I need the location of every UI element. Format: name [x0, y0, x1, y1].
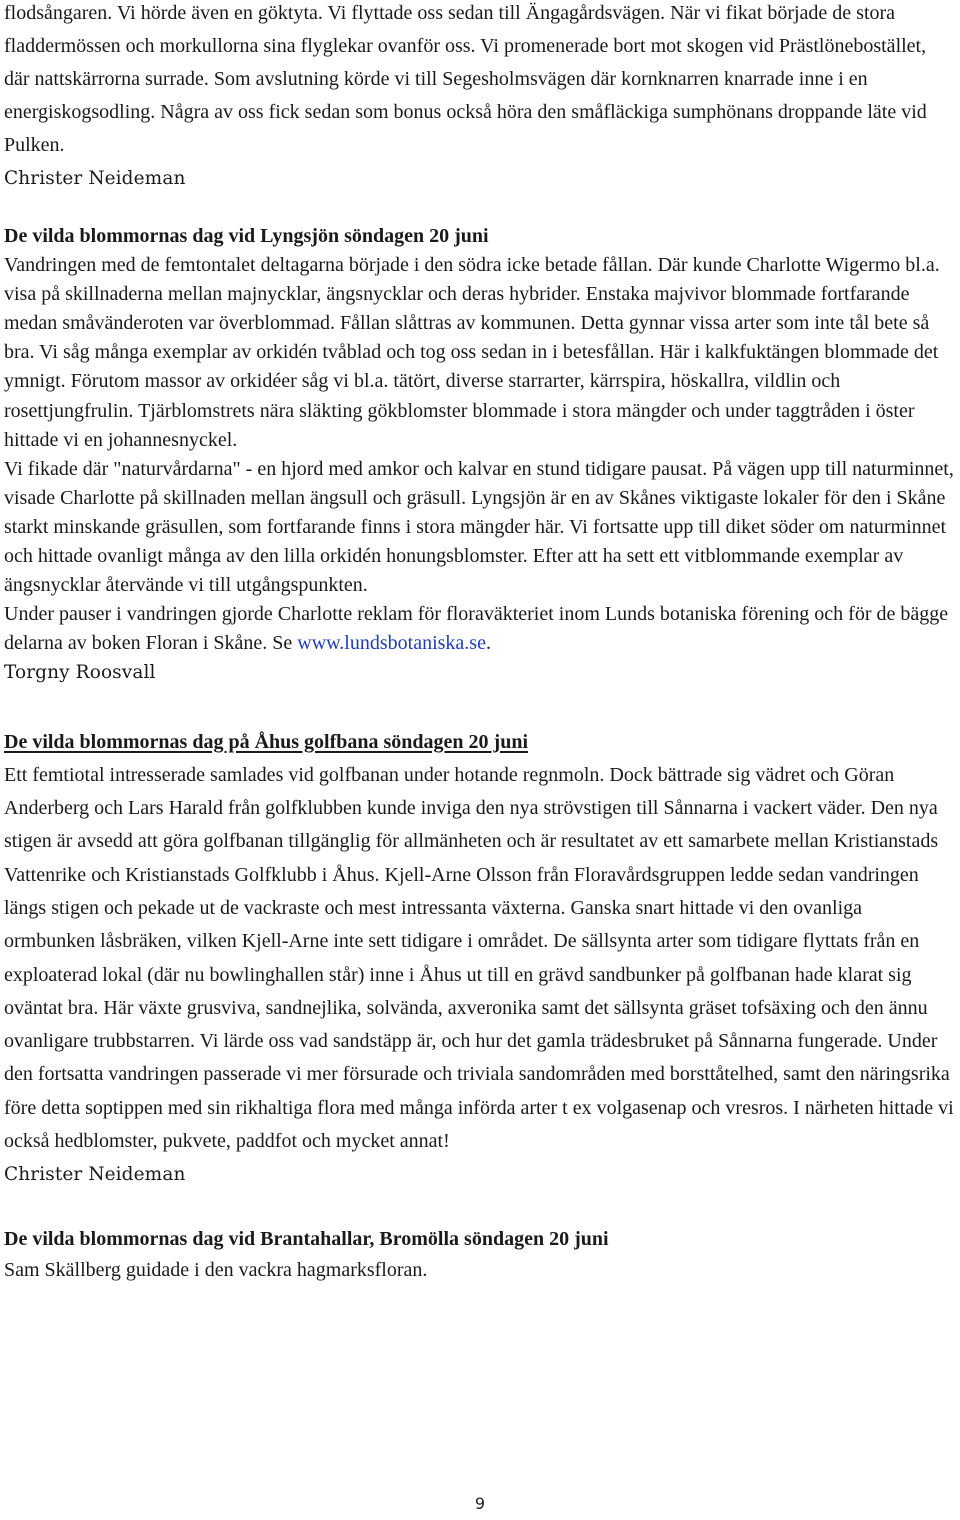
page-number: 9	[474, 1494, 486, 1513]
brantahallar-heading: De vilda blommornas dag vid Brantahallar, Bromölla söndagen 20 juni	[4, 1227, 609, 1250]
document-page	[4, 0, 956, 1286]
ahus-section	[4, 726, 956, 1192]
ahus-heading: De vilda blommornas dag på Åhus golfbana söndagen 20 juni	[4, 730, 529, 753]
lyngsjon-heading: De vilda blommornas dag vid Lyngsjön söndagen 20 juni	[4, 225, 489, 247]
lyngsjon-paragraph-1: Vandringen med de femtontalet deltagarna började i den södra icke betade fållan. Där kunde Charlotte Wigermo bl.a. visa på skillnaderna mellan majnycklar, ängsnycklar och deras hybrider. Enstaka majvivor blommade fortfarande medan småvänderoten var överblommad. Fållan slåttras av kommunen. Detta gynnar vissa arter som inte tål bete så bra. Vi såg många exemplar av orkidén tvåblad och tog oss sedan in i betesfållan. Här i kalkfuktängen blommade det ymnigt. Förutom massor av orkidéer såg vi bl.a. tätört, diverse starrarter, kärrspira, höskallra, vildlin och rosettjungfrulin. Tjärblomstrets nära släkting gökblomster blommade i stora mängder och under taggtråden i öster hittade vi en johannesnyckel.	[4, 254, 940, 451]
lyngsjon-paragraph-3-text: Under pauser i vandringen gjorde Charlotte reklam för floraväkteriet inom Lunds botaniska förening och för de bägge delarna av boken Floran i Skåne. Se	[4, 603, 949, 655]
brantahallar-section	[4, 1224, 956, 1286]
ahus-paragraph: Ett femtiotal intresserade samlades vid golfbanan under hotande regnmoln. Dock bättrade sig vädret och Göran Anderberg och Lars Harald från golfklubben kunde inviga den nya strövstigen till Sånnarna i vackert väder. Den nya stigen är avsedd att göra golfbanan tillgänglig för allmänheten och är resultatet av ett samarbete mellan Kristianstads Vattenrike och Kristianstads Golfklubb i Åhus. Kjell-Arne Olsson från Floravårdsgruppen ledde sedan vandringen längs stigen och pekade ut de vackraste och mest intressanta växterna. Ganska snart hittade vi den ovanliga ormbunken låsbräken, vilken Kjell-Arne inte sett tidigare i området. De sällsynta arter som tidigare flyttats från en exploaterad lokal (där nu bowlinghallen står) inne i Åhus ut till en grävd sandbunker på golfbanan hade klarat sig oväntat bra. Här växte grusviva, sandnejlika, solvända, axveronika samt det sällsynta gräset tofsäxing och den ännu ovanligare trubbstarren. Vi lärde oss vad sandstäpp är, och hur det gamla trädesbruket på Sånnarna fungerade. Under den fortsatta vandringen passerade vi mer försurade och triviala sandområden med borsttåtelhed, samt den näringsrika före detta soptippen med sin rikhaltiga flora med många införda arter t ex volgasenap och vresros. I närheten hittade vi också hedblomster, pukvete, paddfot och mycket annat!	[4, 763, 954, 1153]
ahus-author: Christer Neideman	[4, 1164, 186, 1186]
intro-author: Christer Neideman	[4, 168, 186, 189]
lyngsjon-paragraph-2: Vi fikade där "naturvårdarna" - en hjord med amkor och kalvar en stund tidigare pausat. På vägen upp till naturminnet, visade Charlotte på skillnaden mellan ängsull och gräsull. Lyngsjön är en av Skånes viktigaste lokaler för den i Skåne starkt minskande gräsullen, som fortfarande finns i stora mängder här. Vi fortsatte upp till diket söder om naturminnet och hittade ovanligt många av den lilla orkidén honungsblomster. Efter att ha sett ett vitblommande exemplar av ängsnycklar återvände vi till utgångspunkten.	[4, 457, 954, 597]
lyngsjon-section	[4, 222, 956, 688]
lyngsjon-author: Torgny Roosvall	[4, 662, 156, 684]
intro-section	[4, 0, 956, 195]
brantahallar-paragraph: Sam Skällberg guidade i den vackra hagmarksfloran.	[4, 1258, 428, 1281]
lundsbotaniska-link[interactable]: www.lundsbotaniska.se	[297, 632, 486, 655]
lyngsjon-paragraph-3	[4, 600, 956, 658]
link-suffix: .	[485, 632, 491, 655]
intro-paragraph: flodsångaren. Vi hörde även en göktyta. Vi flyttade oss sedan till Ängagårdsvägen. När vi fikat började de stora fladdermössen och morkullorna sina flyglekar ovanför oss. Vi promenerade bort mot skogen vid Prästlönebostället, där nattskärrorna surrade. Som avslutning körde vi till Segesholmsvägen där kornknarren knarrade inne i en energiskogsodling. Några av oss fick sedan som bonus också höra den småfläckiga sumphönans droppande läte vid Pulken.	[4, 2, 927, 156]
